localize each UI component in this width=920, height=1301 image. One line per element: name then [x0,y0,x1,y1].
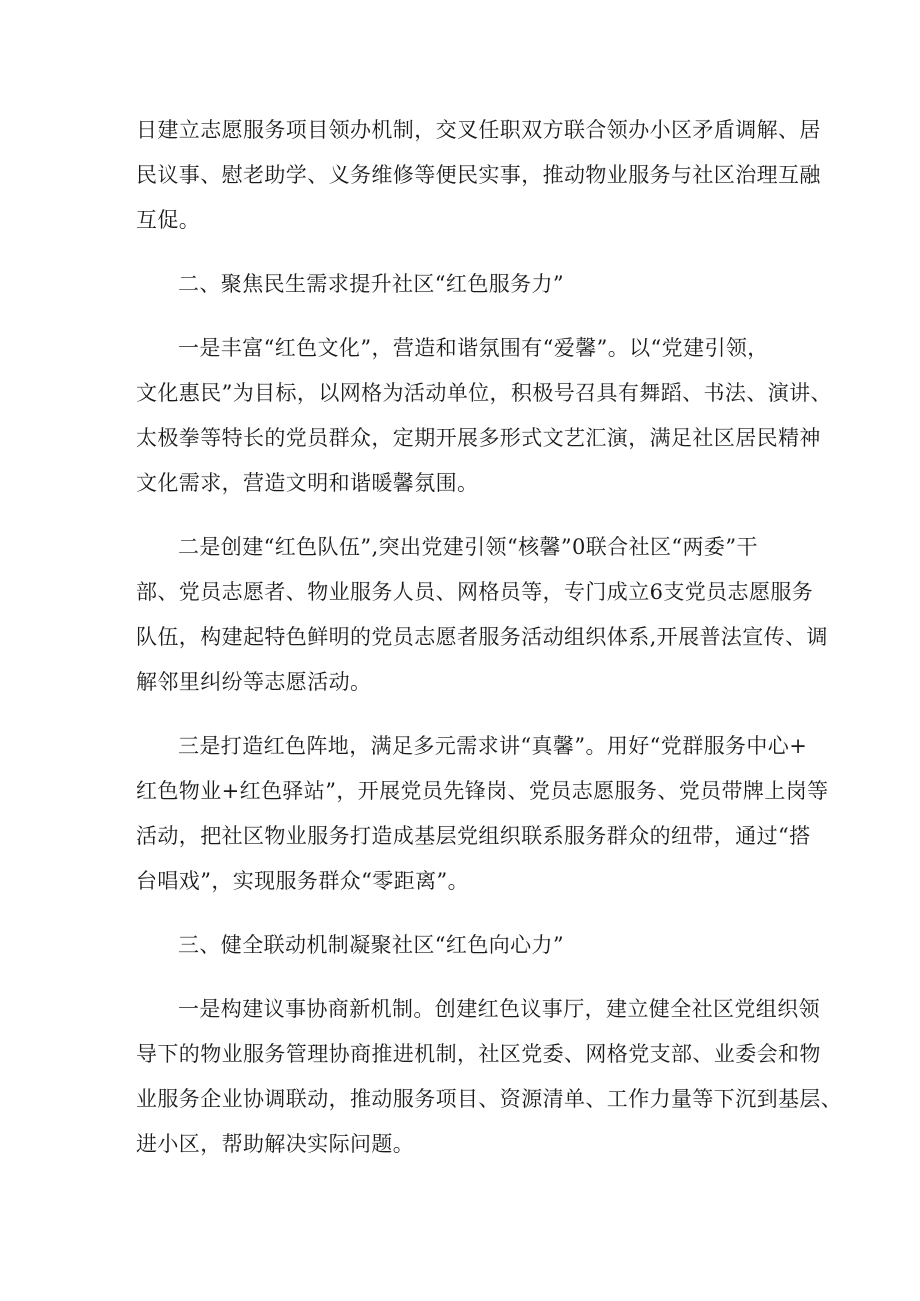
text-line-11: 队伍，构建起特色鲜明的党员志愿者服务活动组织体系,开展普法宣传、调 [136,625,828,649]
text-line-14: 红色物业+红色驿站”，开展党员先锋岗、党员志愿服务、党员带牌上岗等 [136,779,829,803]
text-line-5: 一是丰富“红色文化”，营造和谐氛围有“爱馨”。以“党建引领， [178,336,769,360]
text-line-15: 活动，把社区物业服务打造成基层党组织联系服务群众的纽带，通过“搭 [136,824,811,848]
text-line-12: 解邻里纠纷等志愿活动。 [136,670,372,694]
text-line-13: 三是打造红色阵地，满足多元需求讲“真馨”。用好“党群服务中心+ [178,734,808,758]
text-line-9: 二是创建“红色队伍”,突出党建引领“核馨”0联合社区“两委”干 [178,535,758,559]
section-heading-3: 三、健全联动机制凝聚社区“红色向心力” [178,933,565,957]
text-line-2: 民议事、慰老助学、义务维修等便民实事，推动物业服务与社区治理互融 [136,163,821,187]
text-line-19: 导下的物业服务管理协商推进机制，社区党委、网格党支部、业委会和物 [136,1042,821,1066]
text-line-8: 文化需求，营造文明和谐暖馨氛围。 [136,471,479,495]
text-line-21: 进小区，帮助解决实际问题。 [136,1132,415,1156]
section-heading-2: 二、聚焦民生需求提升社区“红色服务力” [178,272,565,296]
text-line-6: 文化惠民”为目标，以网格为活动单位，积极号召具有舞蹈、书法、演讲、 [136,381,832,405]
text-line-20: 业服务企业协调联动，推动服务项目、资源清单、工作力量等下沉到基层、 [136,1087,843,1111]
text-line-7: 太极拳等特长的党员群众，定期开展多形式文艺汇演，满足社区居民精神 [136,426,821,450]
text-line-1: 日建立志愿服务项目领办机制，交叉任职双方联合领办小区矛盾调解、居 [136,118,821,142]
text-line-16: 台唱戏”，实现服务群众“零距离”。 [136,869,470,893]
text-line-18: 一是构建议事协商新机制。创建红色议事厅，建立健全社区党组织领 [178,997,820,1021]
text-line-3: 互促。 [136,208,201,232]
text-line-10: 部、党员志愿者、物业服务人员、网格员等，专门成立6支党员志愿服务 [136,580,814,604]
